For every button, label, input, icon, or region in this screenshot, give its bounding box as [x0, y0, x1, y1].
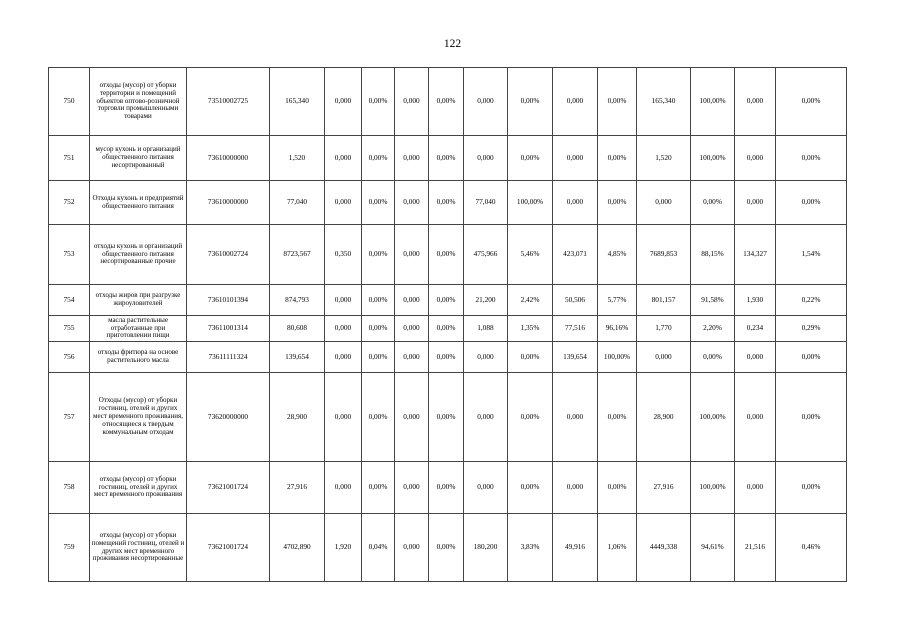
value-cell: 28,900: [270, 373, 325, 462]
value-cell: 77,040: [270, 181, 325, 225]
value-cell: 5,46%: [508, 225, 553, 285]
value-cell: 0,00%: [429, 342, 464, 373]
value-cell: 0,000: [464, 462, 508, 514]
row-number: 755: [49, 316, 90, 342]
value-cell: 0,000: [735, 181, 776, 225]
value-cell: 7689,853: [637, 225, 691, 285]
value-cell: 134,327: [735, 225, 776, 285]
value-cell: 96,16%: [598, 316, 637, 342]
value-cell: 27,916: [270, 462, 325, 514]
fkko-code: 73620000000: [187, 373, 270, 462]
value-cell: 139,654: [553, 342, 598, 373]
waste-name: Отходы (мусор) от уборки гостиниц, отелей и других мест временного проживания, относящиеся к твердым коммунальным отходам: [90, 373, 187, 462]
value-cell: 94,61%: [691, 514, 735, 582]
value-cell: 139,654: [270, 342, 325, 373]
value-cell: 100,00%: [691, 136, 735, 181]
value-cell: 0,000: [735, 136, 776, 181]
value-cell: 180,200: [464, 514, 508, 582]
value-cell: 0,000: [325, 316, 362, 342]
value-cell: 0,00%: [429, 373, 464, 462]
fkko-code: 73610000000: [187, 181, 270, 225]
value-cell: 0,000: [735, 68, 776, 136]
value-cell: 28,900: [637, 373, 691, 462]
value-cell: 0,00%: [362, 225, 395, 285]
row-number: 750: [49, 68, 90, 136]
value-cell: 0,000: [735, 462, 776, 514]
row-number: 752: [49, 181, 90, 225]
value-cell: 80,608: [270, 316, 325, 342]
value-cell: 0,000: [325, 181, 362, 225]
table-body: [49, 68, 847, 582]
table-row: [49, 514, 847, 582]
value-cell: 0,00%: [362, 316, 395, 342]
fkko-code: 73610002724: [187, 225, 270, 285]
value-cell: 100,00%: [691, 373, 735, 462]
value-cell: 100,00%: [508, 181, 553, 225]
waste-name: отходы кухонь и организаций общественного питания несортированные прочие: [90, 225, 187, 285]
value-cell: 1,54%: [776, 225, 847, 285]
value-cell: 0,04%: [362, 514, 395, 582]
value-cell: 0,000: [553, 373, 598, 462]
value-cell: 1,930: [735, 285, 776, 316]
value-cell: 0,00%: [362, 342, 395, 373]
value-cell: 0,00%: [429, 136, 464, 181]
value-cell: 0,000: [464, 68, 508, 136]
value-cell: 0,000: [395, 462, 429, 514]
table-row: [49, 285, 847, 316]
value-cell: 4,85%: [598, 225, 637, 285]
page-number: 122: [443, 38, 462, 50]
value-cell: 4449,338: [637, 514, 691, 582]
value-cell: 50,506: [553, 285, 598, 316]
fkko-code: 73510002725: [187, 68, 270, 136]
value-cell: 1,920: [325, 514, 362, 582]
value-cell: 0,000: [325, 462, 362, 514]
value-cell: 0,00%: [429, 285, 464, 316]
value-cell: 5,77%: [598, 285, 637, 316]
value-cell: 0,000: [325, 68, 362, 136]
value-cell: 0,000: [395, 342, 429, 373]
value-cell: 2,20%: [691, 316, 735, 342]
value-cell: 0,00%: [691, 181, 735, 225]
row-number: 754: [49, 285, 90, 316]
value-cell: 0,000: [553, 181, 598, 225]
value-cell: 91,58%: [691, 285, 735, 316]
value-cell: 0,000: [735, 342, 776, 373]
value-cell: 0,00%: [362, 68, 395, 136]
value-cell: 1,520: [637, 136, 691, 181]
value-cell: 0,00%: [598, 373, 637, 462]
value-cell: 0,00%: [691, 342, 735, 373]
waste-data-table: [48, 67, 847, 582]
value-cell: 0,00%: [598, 181, 637, 225]
value-cell: 0,00%: [508, 136, 553, 181]
value-cell: 0,000: [464, 136, 508, 181]
table-row: [49, 68, 847, 136]
value-cell: 0,000: [395, 373, 429, 462]
value-cell: 0,000: [325, 342, 362, 373]
table-row: [49, 181, 847, 225]
fkko-code: 73621001724: [187, 514, 270, 582]
value-cell: 77,040: [464, 181, 508, 225]
value-cell: 0,000: [735, 373, 776, 462]
value-cell: 0,000: [395, 68, 429, 136]
value-cell: 0,00%: [429, 462, 464, 514]
value-cell: 475,966: [464, 225, 508, 285]
value-cell: 0,46%: [776, 514, 847, 582]
value-cell: 0,22%: [776, 285, 847, 316]
value-cell: 0,000: [553, 462, 598, 514]
value-cell: 0,00%: [508, 373, 553, 462]
fkko-code: 73610101394: [187, 285, 270, 316]
value-cell: 0,00%: [776, 462, 847, 514]
table-row: [49, 136, 847, 181]
value-cell: 88,15%: [691, 225, 735, 285]
value-cell: 165,340: [637, 68, 691, 136]
value-cell: 0,000: [464, 342, 508, 373]
value-cell: 0,000: [325, 373, 362, 462]
value-cell: 0,000: [464, 373, 508, 462]
value-cell: 21,200: [464, 285, 508, 316]
value-cell: 0,00%: [776, 181, 847, 225]
value-cell: 423,071: [553, 225, 598, 285]
waste-name: отходы (мусор) от уборки территории и помещений объектов оптово-розничной торговли промышленными товарами: [90, 68, 187, 136]
row-number: 751: [49, 136, 90, 181]
value-cell: 0,00%: [776, 68, 847, 136]
value-cell: 100,00%: [598, 342, 637, 373]
value-cell: 100,00%: [691, 68, 735, 136]
value-cell: 8723,567: [270, 225, 325, 285]
value-cell: 0,00%: [776, 373, 847, 462]
value-cell: 0,00%: [362, 462, 395, 514]
value-cell: 0,00%: [429, 181, 464, 225]
value-cell: 0,00%: [429, 514, 464, 582]
value-cell: 1,520: [270, 136, 325, 181]
value-cell: 0,000: [553, 68, 598, 136]
value-cell: 0,00%: [362, 136, 395, 181]
value-cell: 3,83%: [508, 514, 553, 582]
value-cell: 100,00%: [691, 462, 735, 514]
row-number: 759: [49, 514, 90, 582]
table-row: [49, 342, 847, 373]
value-cell: 0,234: [735, 316, 776, 342]
value-cell: 1,770: [637, 316, 691, 342]
value-cell: 77,516: [553, 316, 598, 342]
value-cell: 1,06%: [598, 514, 637, 582]
row-number: 756: [49, 342, 90, 373]
value-cell: 0,00%: [508, 462, 553, 514]
value-cell: 21,516: [735, 514, 776, 582]
fkko-code: 73610000000: [187, 136, 270, 181]
table-row: [49, 225, 847, 285]
value-cell: 0,00%: [508, 342, 553, 373]
row-number: 758: [49, 462, 90, 514]
waste-name: масла растительные отработанные при приготовлении пищи: [90, 316, 187, 342]
value-cell: 0,00%: [362, 373, 395, 462]
value-cell: 0,00%: [776, 136, 847, 181]
row-number: 753: [49, 225, 90, 285]
fkko-code: 73621001724: [187, 462, 270, 514]
value-cell: 0,000: [553, 136, 598, 181]
waste-name: отходы (мусор) от уборки помещений гостиниц, отелей и других мест временного проживания несортированные: [90, 514, 187, 582]
value-cell: 0,00%: [429, 316, 464, 342]
value-cell: 0,000: [325, 136, 362, 181]
value-cell: 0,00%: [598, 136, 637, 181]
value-cell: 0,000: [637, 181, 691, 225]
value-cell: 0,000: [395, 181, 429, 225]
table-row: [49, 462, 847, 514]
waste-name: мусор кухонь и организаций общественного питания несортированный: [90, 136, 187, 181]
value-cell: 27,916: [637, 462, 691, 514]
value-cell: 1,088: [464, 316, 508, 342]
table-row: [49, 316, 847, 342]
value-cell: 801,157: [637, 285, 691, 316]
value-cell: 0,350: [325, 225, 362, 285]
value-cell: 874,793: [270, 285, 325, 316]
value-cell: 0,00%: [362, 181, 395, 225]
value-cell: 0,00%: [508, 68, 553, 136]
value-cell: 0,000: [395, 285, 429, 316]
value-cell: 0,00%: [598, 68, 637, 136]
fkko-code: 73611111324: [187, 342, 270, 373]
waste-name: отходы фритюра на основе растительного масла: [90, 342, 187, 373]
value-cell: 0,000: [325, 285, 362, 316]
value-cell: 0,000: [395, 514, 429, 582]
value-cell: 0,00%: [362, 285, 395, 316]
value-cell: 2,42%: [508, 285, 553, 316]
value-cell: 0,00%: [429, 68, 464, 136]
value-cell: 0,00%: [598, 462, 637, 514]
value-cell: 0,29%: [776, 316, 847, 342]
value-cell: 0,00%: [776, 342, 847, 373]
table-row: [49, 373, 847, 462]
value-cell: 0,00%: [429, 225, 464, 285]
value-cell: 165,340: [270, 68, 325, 136]
waste-name: отходы (мусор) от уборки гостиниц, отелей и других мест временного проживания: [90, 462, 187, 514]
value-cell: 4702,890: [270, 514, 325, 582]
value-cell: 0,000: [395, 225, 429, 285]
waste-name: Отходы кухонь и предприятий общественного питания: [90, 181, 187, 225]
waste-name: отходы жиров при разгрузке жироуловителей: [90, 285, 187, 316]
value-cell: 49,916: [553, 514, 598, 582]
value-cell: 1,35%: [508, 316, 553, 342]
fkko-code: 73611001314: [187, 316, 270, 342]
row-number: 757: [49, 373, 90, 462]
value-cell: 0,000: [637, 342, 691, 373]
value-cell: 0,000: [395, 136, 429, 181]
value-cell: 0,000: [395, 316, 429, 342]
